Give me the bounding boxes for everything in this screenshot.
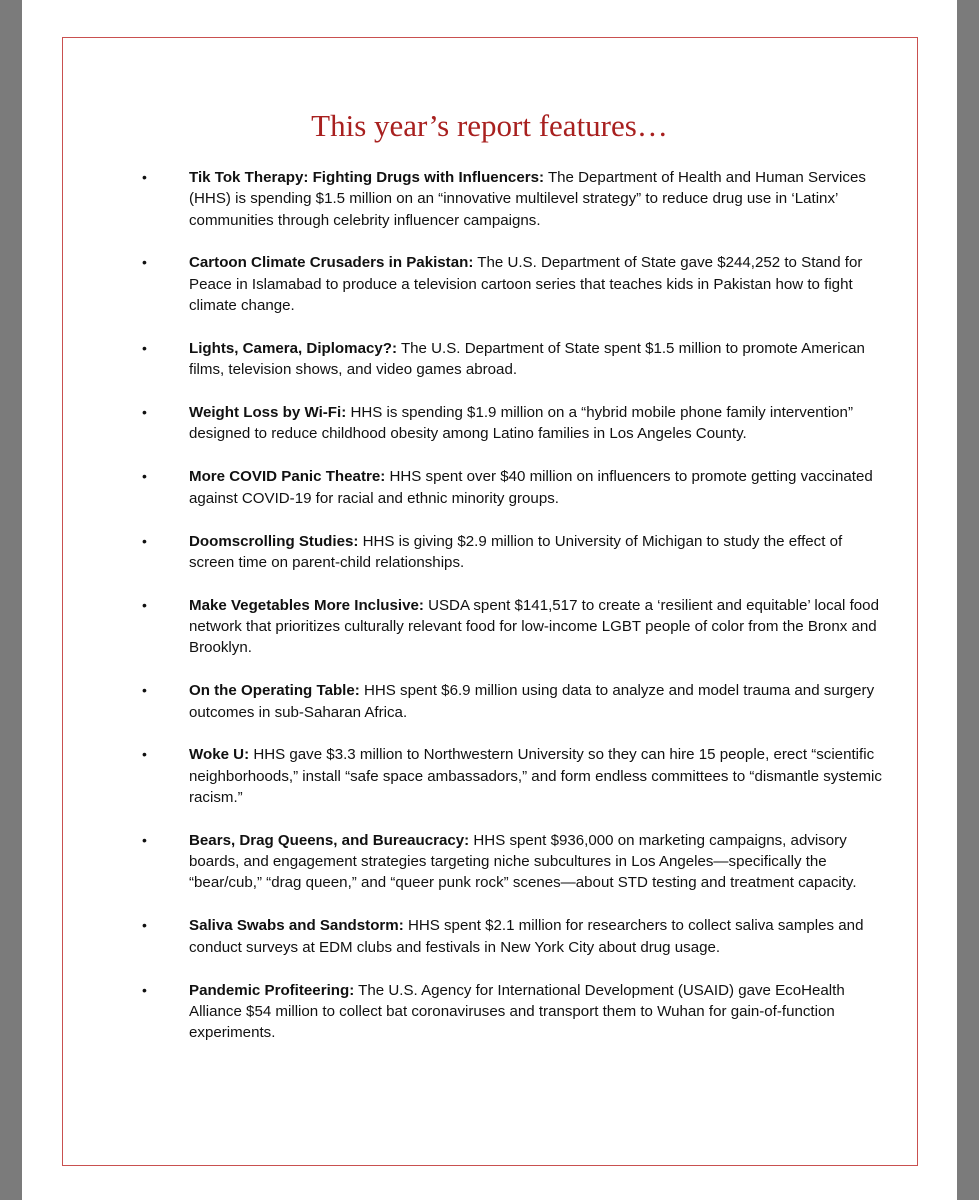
feature-text: The U.S. Agency for International Development (USAID) gave EcoHealth Alliance $54 million to collect bat coronaviruses and transport them to Wuhan for gain-of-function experiments. bbox=[189, 981, 845, 1042]
feature-item bbox=[142, 402, 882, 445]
feature-item bbox=[142, 980, 882, 1044]
bullet-icon: • bbox=[142, 682, 147, 699]
feature-item bbox=[142, 531, 882, 574]
feature-item bbox=[142, 252, 882, 316]
feature-title: Weight Loss by Wi-Fi: bbox=[189, 404, 347, 422]
feature-title: More COVID Panic Theatre: bbox=[189, 468, 386, 486]
feature-text: The Department of Health and Human Services (HHS) is spending $1.5 million on an “innovative multilevel strategy” to reduce drug use in ‘Latinx’ communities through celebrity influencer campaigns. bbox=[189, 169, 866, 229]
feature-title: Doomscrolling Studies: bbox=[189, 532, 359, 550]
feature-title: Cartoon Climate Crusaders in Pakistan: bbox=[189, 254, 474, 272]
feature-item bbox=[142, 466, 882, 509]
bullet-icon: • bbox=[142, 254, 147, 271]
feature-text: HHS spent over $40 million on influencers to promote getting vaccinated against COVID-19 for racial and ethnic minority groups. bbox=[189, 468, 873, 507]
features-list bbox=[142, 167, 882, 1065]
feature-title: Saliva Swabs and Sandstorm: bbox=[189, 917, 404, 935]
feature-text: HHS spent $936,000 on marketing campaigns, advisory boards, and engagement strategies targeting niche subcultures in Los Angeles—specifically the “bear/cub,” “drag queen,” and “queer punk rock” scenes—about STD testing and treatment capacity. bbox=[189, 831, 857, 892]
feature-text: HHS is giving $2.9 million to University of Michigan to study the effect of screen time on parent-child relationships. bbox=[189, 532, 843, 571]
feature-text: HHS spent $2.1 million for researchers to collect saliva samples and conduct surveys at EDM clubs and festivals in New York City about drug usage. bbox=[189, 917, 864, 956]
feature-title: On the Operating Table: bbox=[189, 682, 360, 700]
feature-item bbox=[142, 680, 882, 723]
feature-text: HHS spent $6.9 million using data to analyze and model trauma and surgery outcomes in sub-Saharan Africa. bbox=[189, 682, 875, 721]
bullet-icon: • bbox=[142, 532, 147, 549]
feature-text: HHS gave $3.3 million to Northwestern University so they can hire 15 people, erect “scientific neighborhoods,” install “safe space ambassadors,” and form endless committees to “dismantle systemic racism.” bbox=[189, 746, 882, 806]
feature-text: The U.S. Department of State gave $244,252 to Stand for Peace in Islamabad to produce a television cartoon series that teaches kids in Pakistan how to fight climate change. bbox=[189, 254, 863, 315]
feature-title: Woke U: bbox=[189, 746, 250, 764]
feature-text: The U.S. Department of State spent $1.5 million to promote American films, television shows, and video games abroad. bbox=[189, 339, 865, 379]
bullet-icon: • bbox=[142, 169, 147, 185]
feature-title: Make Vegetables More Inclusive: bbox=[189, 596, 424, 614]
bullet-icon: • bbox=[142, 339, 147, 356]
feature-title: Bears, Drag Queens, and Bureaucracy: bbox=[189, 831, 470, 849]
bullet-icon: • bbox=[142, 468, 147, 485]
feature-title: Tik Tok Therapy: Fighting Drugs with Influencers: bbox=[189, 169, 545, 186]
feature-item bbox=[142, 167, 882, 231]
feature-item bbox=[142, 338, 882, 381]
feature-item bbox=[142, 915, 882, 958]
feature-title: Pandemic Profiteering: bbox=[189, 981, 355, 999]
bullet-icon: • bbox=[142, 746, 147, 763]
feature-title: Lights, Camera, Diplomacy?: bbox=[189, 339, 398, 357]
bullet-icon: • bbox=[142, 917, 147, 934]
feature-text: HHS is spending $1.9 million on a “hybrid mobile phone family intervention” designed to reduce childhood obesity among Latino families in Los Angeles County. bbox=[189, 404, 853, 443]
bullet-icon: • bbox=[142, 404, 147, 421]
feature-text: USDA spent $141,517 to create a ‘resilient and equitable’ local food network that prioritizes culturally relevant food for low-income LGBT people of color from the Bronx and Brooklyn. bbox=[189, 596, 879, 657]
report-heading: This year’s report features… bbox=[311, 108, 668, 143]
bullet-icon: • bbox=[142, 596, 147, 613]
bullet-icon: • bbox=[142, 981, 147, 998]
document-page bbox=[22, 0, 957, 1200]
feature-item bbox=[142, 595, 882, 659]
feature-item bbox=[142, 830, 882, 894]
bullet-icon: • bbox=[142, 831, 147, 848]
feature-item bbox=[142, 744, 882, 808]
